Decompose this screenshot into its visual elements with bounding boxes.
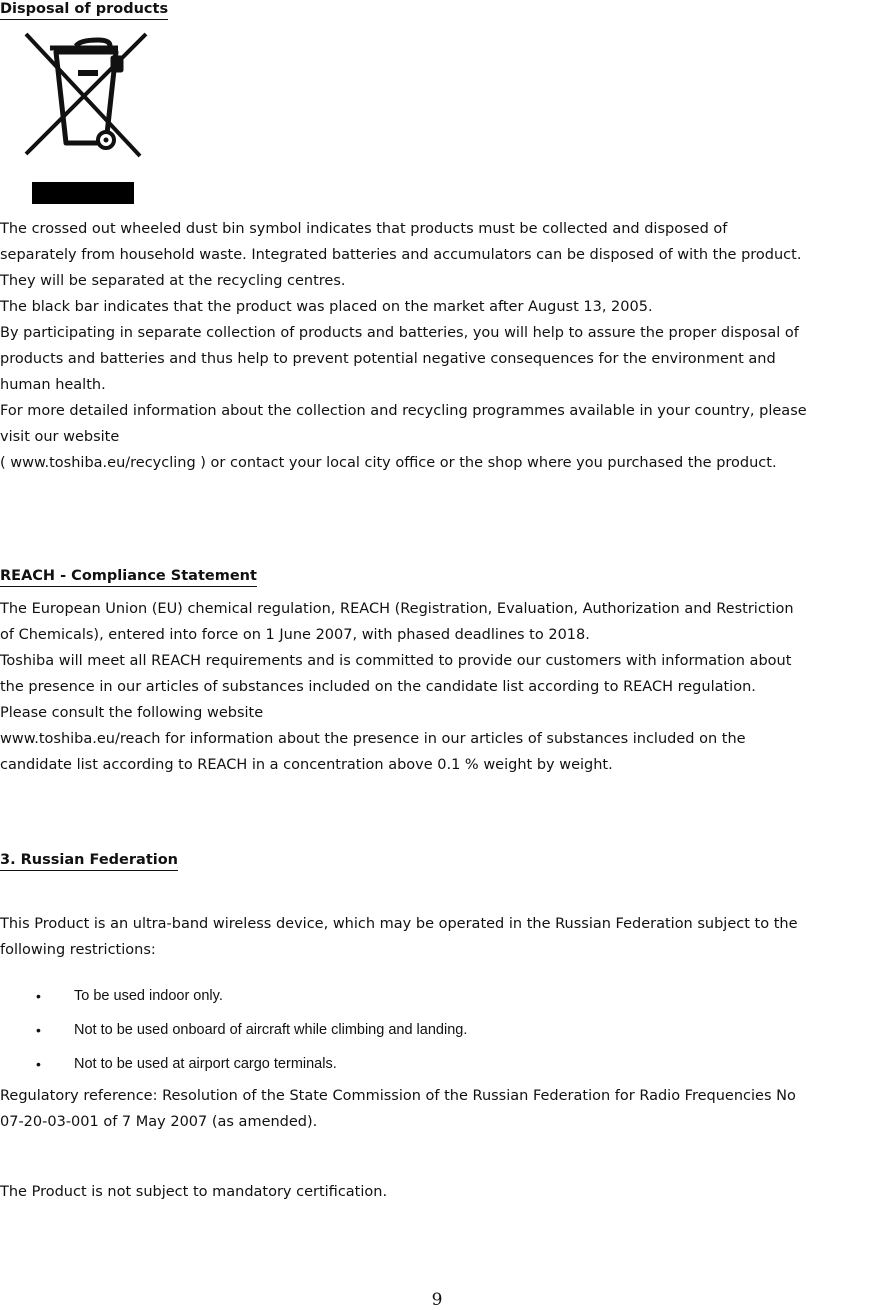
text-line: of Chemicals), entered into force on 1 June 2007, with phased deadlines to 2018. bbox=[0, 627, 590, 643]
russia-heading: 3. Russian Federation bbox=[0, 851, 178, 871]
reach-heading: REACH - Compliance Statement bbox=[0, 567, 257, 587]
restriction-text: To be used indoor only. bbox=[74, 988, 223, 1004]
bullet-icon: • bbox=[36, 988, 41, 1004]
text-line: Please consult the following website bbox=[0, 705, 264, 721]
text-line: Regulatory reference: Resolution of the State Commission of the Russian Federation for Radio Frequencies No bbox=[0, 1088, 796, 1104]
text-line: This Product is an ultra-band wireless device, which may be operated in the Russian Federation subject to the bbox=[0, 916, 798, 932]
text-line: ( www.toshiba.eu/recycling ) or contact your local city office or the shop where you purchased the product. bbox=[0, 455, 777, 471]
regulatory-reference bbox=[0, 1083, 874, 1135]
restriction-text: Not to be used at airport cargo terminals. bbox=[74, 1056, 337, 1072]
disposal-text bbox=[0, 216, 874, 476]
list-item bbox=[0, 1047, 874, 1081]
text-line: the presence in our articles of substances included on the candidate list according to REACH regulation. bbox=[0, 679, 756, 695]
certification-note bbox=[0, 1179, 874, 1205]
restriction-text: Not to be used onboard of aircraft while climbing and landing. bbox=[74, 1022, 468, 1038]
restriction-list bbox=[0, 979, 874, 1081]
text-line: They will be separated at the recycling centres. bbox=[0, 273, 346, 289]
page-number: 9 bbox=[431, 1290, 443, 1310]
text-line: www.toshiba.eu/reach for information about the presence in our articles of substances included on the bbox=[0, 731, 746, 747]
text-line: For more detailed information about the collection and recycling programmes available in your country, please bbox=[0, 403, 807, 419]
text-line: Toshiba will meet all REACH requirements and is committed to provide our customers with information about bbox=[0, 653, 792, 669]
text-line: The European Union (EU) chemical regulation, REACH (Registration, Evaluation, Authorization and Restriction bbox=[0, 601, 794, 617]
list-item bbox=[0, 1013, 874, 1047]
text-line: following restrictions: bbox=[0, 942, 156, 958]
text-line: The black bar indicates that the product was placed on the market after August 13, 2005. bbox=[0, 299, 653, 315]
text-line: 07-20-03-001 of 7 May 2007 (as amended). bbox=[0, 1114, 318, 1130]
russia-intro bbox=[0, 911, 874, 963]
text-line: By participating in separate collection of products and batteries, you will help to assure the proper disposal of bbox=[0, 325, 799, 341]
bullet-icon: • bbox=[36, 1056, 41, 1072]
text-line: separately from household waste. Integrated batteries and accumulators can be disposed of with the product. bbox=[0, 247, 802, 263]
text-line: The Product is not subject to mandatory certification. bbox=[0, 1184, 388, 1200]
list-item bbox=[0, 979, 874, 1013]
text-line: The crossed out wheeled dust bin symbol indicates that products must be collected and disposed of bbox=[0, 221, 728, 237]
text-line: products and batteries and thus help to prevent potential negative consequences for the environment and bbox=[0, 351, 776, 367]
bullet-icon: • bbox=[36, 1022, 41, 1038]
text-line: human health. bbox=[0, 377, 106, 393]
text-line: candidate list according to REACH in a concentration above 0.1 % weight by weight. bbox=[0, 757, 613, 773]
disposal-heading: Disposal of products bbox=[0, 0, 168, 20]
crossed-out-wheeled-bin-icon bbox=[20, 28, 150, 208]
text-line: visit our website bbox=[0, 429, 120, 445]
reach-text bbox=[0, 596, 874, 778]
